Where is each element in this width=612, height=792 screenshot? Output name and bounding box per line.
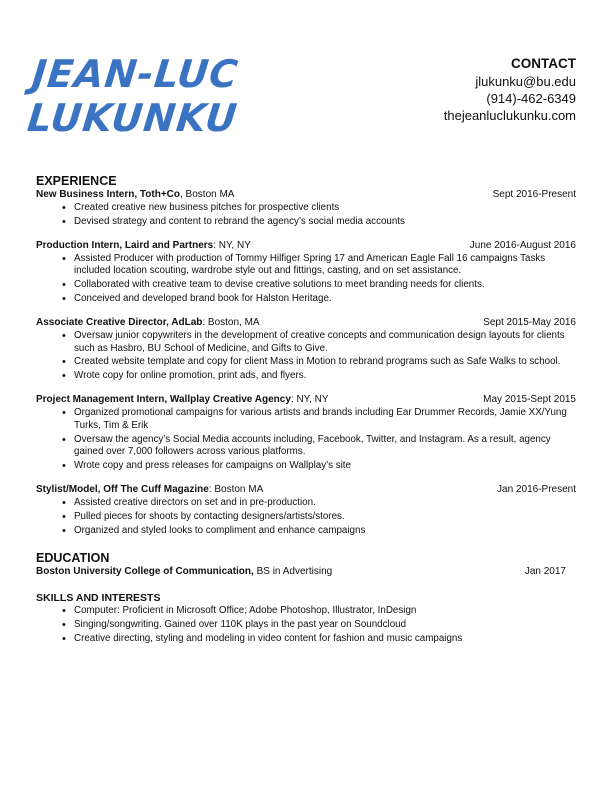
job-dates: Sept 2015-May 2016 xyxy=(483,316,576,328)
job-bullets xyxy=(36,407,576,473)
skills-heading: SKILLS AND INTERESTS xyxy=(36,592,161,605)
job-title: Production Intern, Laird and Partners xyxy=(36,239,214,251)
bullet-item: • Wrote copy for online promotion, print ads, and flyers. xyxy=(74,370,576,383)
job-title: New Business Intern, Toth+Co xyxy=(36,189,180,200)
name-last: LUKUNKU xyxy=(25,96,240,140)
education-entry xyxy=(36,565,576,578)
degree: BS in Advertising xyxy=(253,566,333,578)
job-title: Associate Creative Director, AdLab xyxy=(36,316,203,328)
skill-item: • Computer: Proficient in Microsoft Office; Adobe Photoshop, Illustrator, InDesign xyxy=(74,605,576,618)
job-dates: May 2015-Sept 2015 xyxy=(483,393,576,405)
skills-list xyxy=(36,605,576,645)
job-title: Stylist/Model, Off The Cuff Magazine xyxy=(36,483,209,495)
job-dates: Sept 2016-Present xyxy=(492,189,576,200)
education-heading: EDUCATION xyxy=(36,551,110,566)
job-bullets xyxy=(36,202,576,229)
bullet-item: • Created creative new business pitches for prospective clients xyxy=(74,202,576,215)
job-entry xyxy=(36,188,576,229)
bullet-item: • Oversaw junior copywriters in the development of creative concepts and communication design layouts for clients such as Hasbro, BU School of Medicine, and Gifts to Give. xyxy=(74,330,576,356)
job-header xyxy=(36,393,576,406)
contact-email[interactable]: jlukunku@bu.edu xyxy=(475,74,576,89)
bullet-item: • Oversaw the agency’s Social Media accounts including, Facebook, Twitter, and Instagram. As a result, agency gained over 7,000 followers across various platforms. xyxy=(74,434,576,460)
job-entry xyxy=(36,393,576,473)
job-location: : Boston, MA xyxy=(202,316,260,328)
contact-heading: CONTACT xyxy=(511,56,576,71)
bullet-item: • Collaborated with creative team to devise creative solutions to meet branding needs for clients. xyxy=(74,279,576,292)
job-header xyxy=(36,239,576,252)
job-entry xyxy=(36,316,576,383)
job-entry xyxy=(36,239,576,306)
name-first: JEAN-LUC xyxy=(30,52,241,96)
contact-phone: (914)-462-6349 xyxy=(486,91,576,106)
job-header xyxy=(36,188,576,201)
experience-heading: EXPERIENCE xyxy=(36,174,117,188)
job-bullets xyxy=(36,253,576,306)
job-dates: June 2016-August 2016 xyxy=(469,239,576,251)
bullet-item: • Wrote copy and press releases for campaigns on Wallplay’s site xyxy=(74,460,576,473)
education-section xyxy=(36,551,576,578)
job-title: Project Management Intern, Wallplay Creative Agency xyxy=(36,393,291,405)
job-entry xyxy=(36,483,576,537)
job-location: : NY, NY xyxy=(213,239,251,251)
bullet-item: • Organized promotional campaigns for various artists and brands including Ear Drummer Records, Jamie XX/Yung Turks, Tim & Erik xyxy=(74,407,576,433)
contact-website[interactable]: thejeanluclukunku.com xyxy=(443,108,576,123)
skill-item: • Singing/songwriting. Gained over 110K plays in the past year on Soundcloud xyxy=(74,619,576,632)
job-header xyxy=(36,316,576,329)
job-location: : NY, NY xyxy=(290,393,329,405)
job-header xyxy=(36,483,576,496)
candidate-name xyxy=(25,52,294,140)
bullet-item: • Pulled pieces for shoots by contacting designers/artists/stores. xyxy=(74,511,576,524)
bullet-item: • Organized and styled looks to compliment and enhance campaigns xyxy=(74,525,576,538)
education-date: Jan 2017 xyxy=(524,566,566,578)
job-dates: Jan 2016-Present xyxy=(497,483,576,495)
job-bullets xyxy=(36,497,576,537)
job-location: , Boston MA xyxy=(180,189,235,200)
bullet-item: • Assisted creative directors on set and in pre-production. xyxy=(74,497,576,510)
skills-section xyxy=(36,592,576,645)
skill-item: • Creative directing, styling and modeling in video content for fashion and music campaigns xyxy=(74,633,576,646)
experience-section xyxy=(36,174,576,537)
job-location: : Boston MA xyxy=(208,483,264,495)
bullet-item: • Devised strategy and content to rebrand the agency’s social media accounts xyxy=(74,216,576,229)
bullet-item: • Assisted Producer with production of Tommy Hilfiger Spring 17 and American Eagle Fall 16 campaigns Tasks included location scouting, wardrobe style out and fittings, casting, and on set assistance. xyxy=(74,253,576,279)
bullet-item: • Created website template and copy for client Mass in Motion to rebrand programs such as Safe Walks to school. xyxy=(74,356,576,369)
job-bullets xyxy=(36,330,576,383)
contact-block xyxy=(444,56,576,124)
bullet-item: • Conceived and developed brand book for Halston Heritage. xyxy=(74,293,576,306)
school-name: Boston University College of Communication, xyxy=(36,566,254,578)
resume-body xyxy=(36,174,576,660)
